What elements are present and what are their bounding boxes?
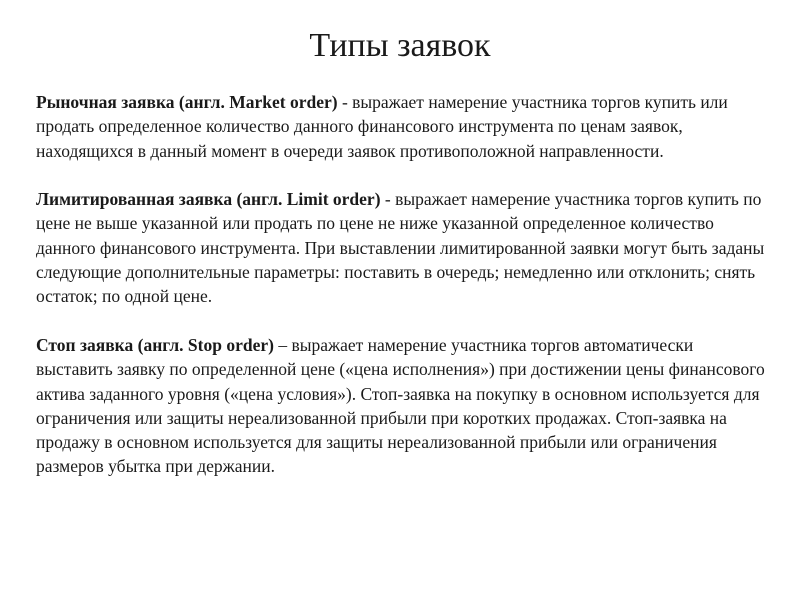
slide-title: Типы заявок bbox=[309, 27, 491, 64]
definition-market-order: - выражает намерение участника торгов купить или продать определенное количество данного финансового инструмента по ценам заявок, находящихся в данный момент в очереди заявок противоположной направленности. bbox=[36, 92, 728, 161]
definition-stop-order: – выражает намерение участника торгов автоматически выставить заявку по определенной цене («цена исполнения») при достижении цены финансового актива заданного уровня («цена условия»). Стоп-заявка на покупку в основном используется для ограничения или защиты нереализованной прибыли при коротких продажах. Стоп-заявка на продажу в основном используется для защиты нереализованной прибыли или ограничения размеров убытка при держании. bbox=[36, 334, 765, 477]
term-stop-order: Стоп заявка (англ. Stop order) bbox=[36, 334, 274, 355]
term-market-order: Рыночная заявка (англ. Market order) bbox=[36, 92, 338, 112]
paragraph-limit-order bbox=[36, 187, 766, 308]
paragraph-stop-order bbox=[36, 333, 766, 479]
slide-content bbox=[36, 90, 766, 503]
term-limit-order: Лимитированная заявка (англ. Limit order) bbox=[36, 189, 381, 210]
paragraph-market-order bbox=[36, 90, 766, 163]
definition-limit-order: - выражает намерение участника торгов купить по цене не выше указанной или продать по цене не ниже указанной определенное количество данного финансового инструмента. При выставлении лимитированной заявки могут быть заданы следующие дополнительные параметры: поставить в очередь; немедленно или отклонить; снять остаток; по одной цене. bbox=[36, 189, 765, 307]
